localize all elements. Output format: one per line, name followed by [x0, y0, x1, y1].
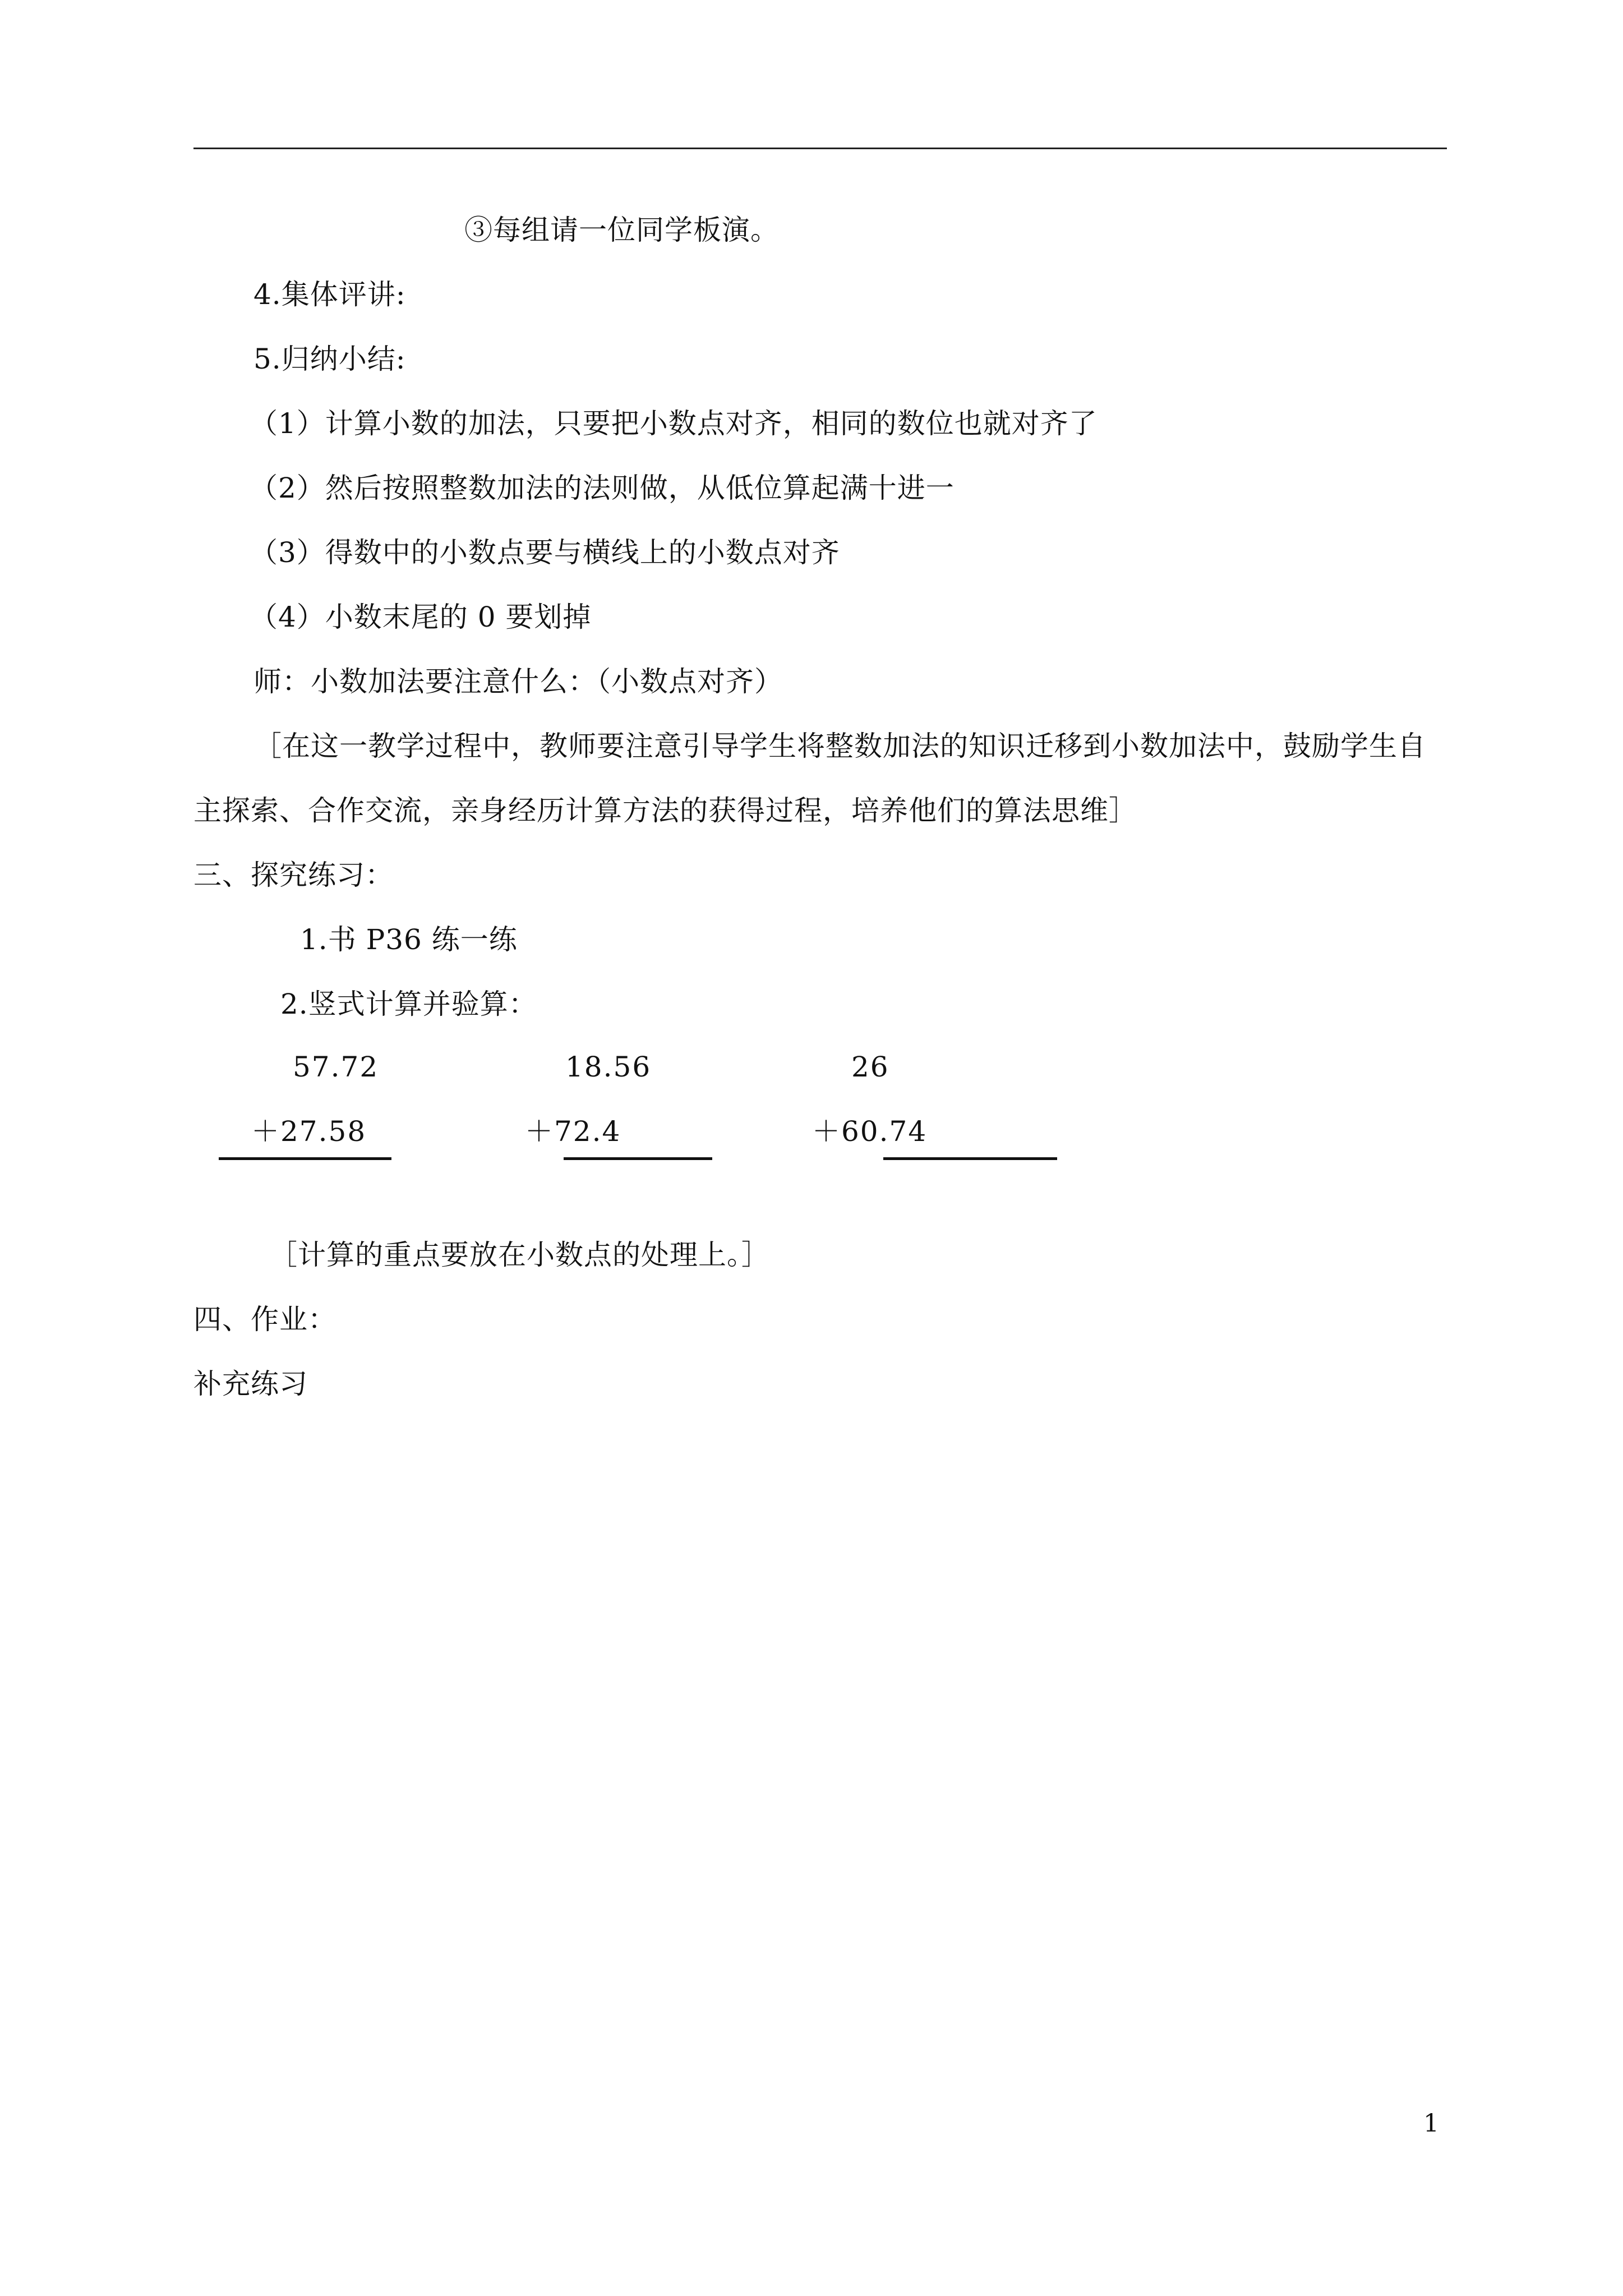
section4-heading: 四、作业： [193, 1303, 336, 1336]
teaching-note-line1: ［在这一教学过程中，教师要注意引导学生将整数加法的知识迁移到小数加法中，鼓励学生自 [253, 730, 1426, 762]
step3-text: ③每组请一位同学板演。 [464, 214, 779, 246]
problem2-sum-line [564, 1157, 712, 1160]
teacher-question: 师：小数加法要注意什么：（小数点对齐） [253, 665, 783, 698]
summary-item: （3）得数中的小数点要与横线上的小数点对齐 [250, 536, 840, 569]
step4-heading: 4.集体评讲: [253, 278, 406, 311]
teaching-note-line2: 主探索、合作交流，亲身经历计算方法的获得过程，培养他们的算法思维］ [193, 794, 1137, 827]
exercise2-text: 2.竖式计算并验算： [280, 988, 537, 1020]
summary-item: （2）然后按照整数加法的法则做，从低位算起满十进一 [250, 472, 955, 504]
exercise1-text: 1.书 P36 练一练 [300, 923, 518, 956]
header-rule [193, 148, 1447, 149]
section3-heading: 三、探究练习： [193, 859, 394, 891]
problem3-addend: ＋60.74 [812, 1115, 928, 1148]
summary-item: （4）小数末尾的 0 要划掉 [250, 601, 592, 633]
homework-text: 补充练习 [193, 1368, 308, 1400]
problem3-top-number: 26 [851, 1051, 889, 1083]
problem2-addend: ＋72.4 [525, 1115, 621, 1148]
focus-note: ［计算的重点要放在小数点的处理上。］ [269, 1239, 770, 1271]
problem1-top-number: 57.72 [293, 1051, 379, 1083]
problem1-sum-line [219, 1157, 391, 1160]
problem1-addend: ＋27.58 [251, 1115, 367, 1148]
page-number: 1 [1423, 2109, 1439, 2138]
summary-item: （1）计算小数的加法，只要把小数点对齐，相同的数位也就对齐了 [250, 407, 1098, 440]
problem2-top-number: 18.56 [565, 1051, 652, 1083]
step5-heading: 5.归纳小结: [253, 343, 406, 375]
problem3-sum-line [883, 1157, 1057, 1160]
